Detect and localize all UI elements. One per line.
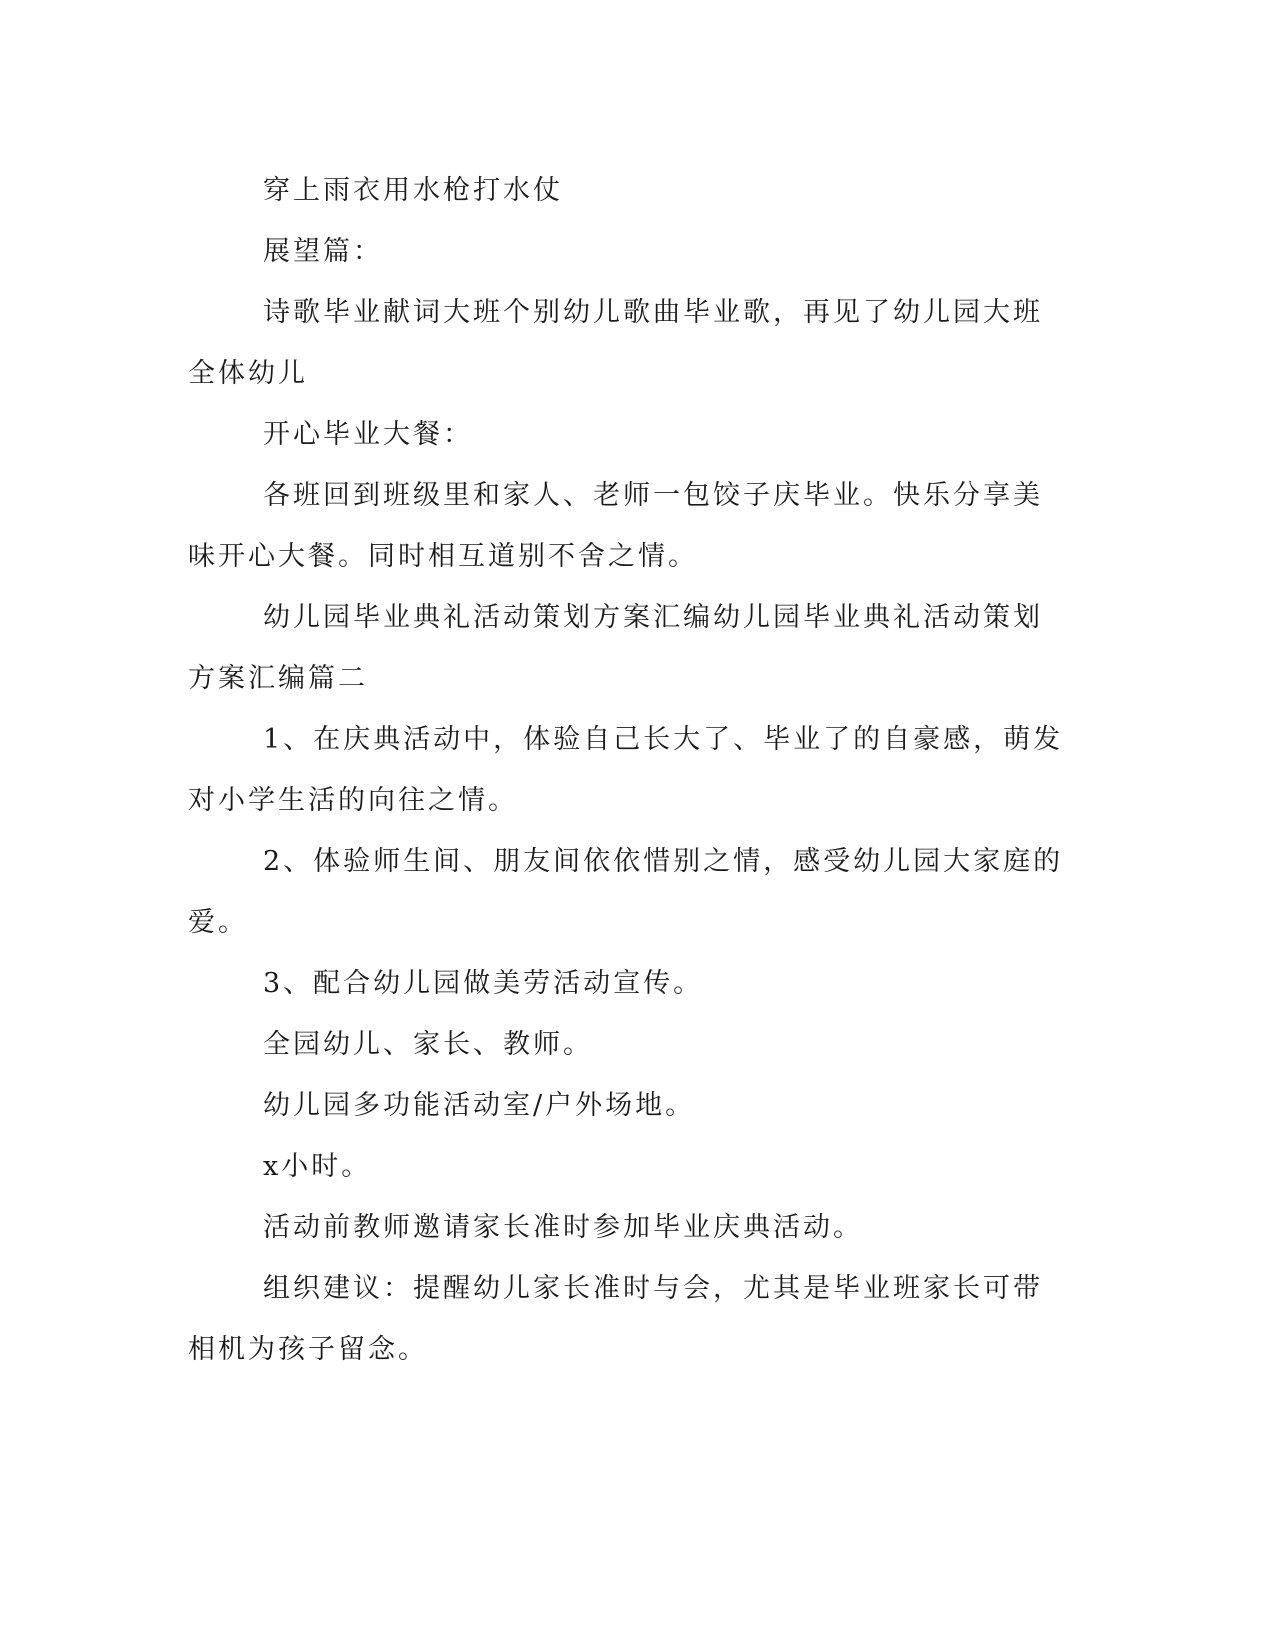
paragraph-goal-3: 3、配合幼儿园做美劳活动宣传。 bbox=[263, 968, 704, 999]
paragraph-goal-2: 2、体验师生间、朋友间依依惜别之情，感受幼儿园大家庭的爱。 bbox=[188, 846, 1064, 938]
paragraph-participants: 全园幼儿、家长、教师。 bbox=[263, 1029, 593, 1060]
paragraph-water-fight: 穿上雨衣用水枪打水仗 bbox=[263, 175, 563, 206]
paragraph-venue: 幼儿园多功能活动室/户外场地。 bbox=[263, 1090, 696, 1121]
paragraph-meal-heading: 开心毕业大餐： bbox=[263, 419, 473, 450]
paragraph-preparation: 活动前教师邀请家长准时参加毕业庆典活动。 bbox=[263, 1212, 863, 1243]
paragraph-goal-1: 1、在庆典活动中，体验自己长大了、毕业了的自豪感，萌发对小学生活的向往之情。 bbox=[188, 724, 1064, 816]
paragraph-plan-title: 幼儿园毕业典礼活动策划方案汇编幼儿园毕业典礼活动策划方案汇编篇二 bbox=[188, 602, 1043, 694]
paragraph-duration: x小时。 bbox=[263, 1151, 372, 1182]
paragraph-poem-song: 诗歌毕业献词大班个别幼儿歌曲毕业歌，再见了幼儿园大班全体幼儿 bbox=[188, 297, 1043, 389]
paragraph-outlook-heading: 展望篇： bbox=[263, 236, 383, 267]
paragraph-meal-description: 各班回到班级里和家人、老师一包饺子庆毕业。快乐分享美味开心大餐。同时相互道别不舍之情。 bbox=[188, 480, 1043, 572]
document-body bbox=[188, 160, 1070, 1380]
paragraph-suggestion: 组织建议：提醒幼儿家长准时与会，尤其是毕业班家长可带相机为孩子留念。 bbox=[188, 1273, 1043, 1365]
